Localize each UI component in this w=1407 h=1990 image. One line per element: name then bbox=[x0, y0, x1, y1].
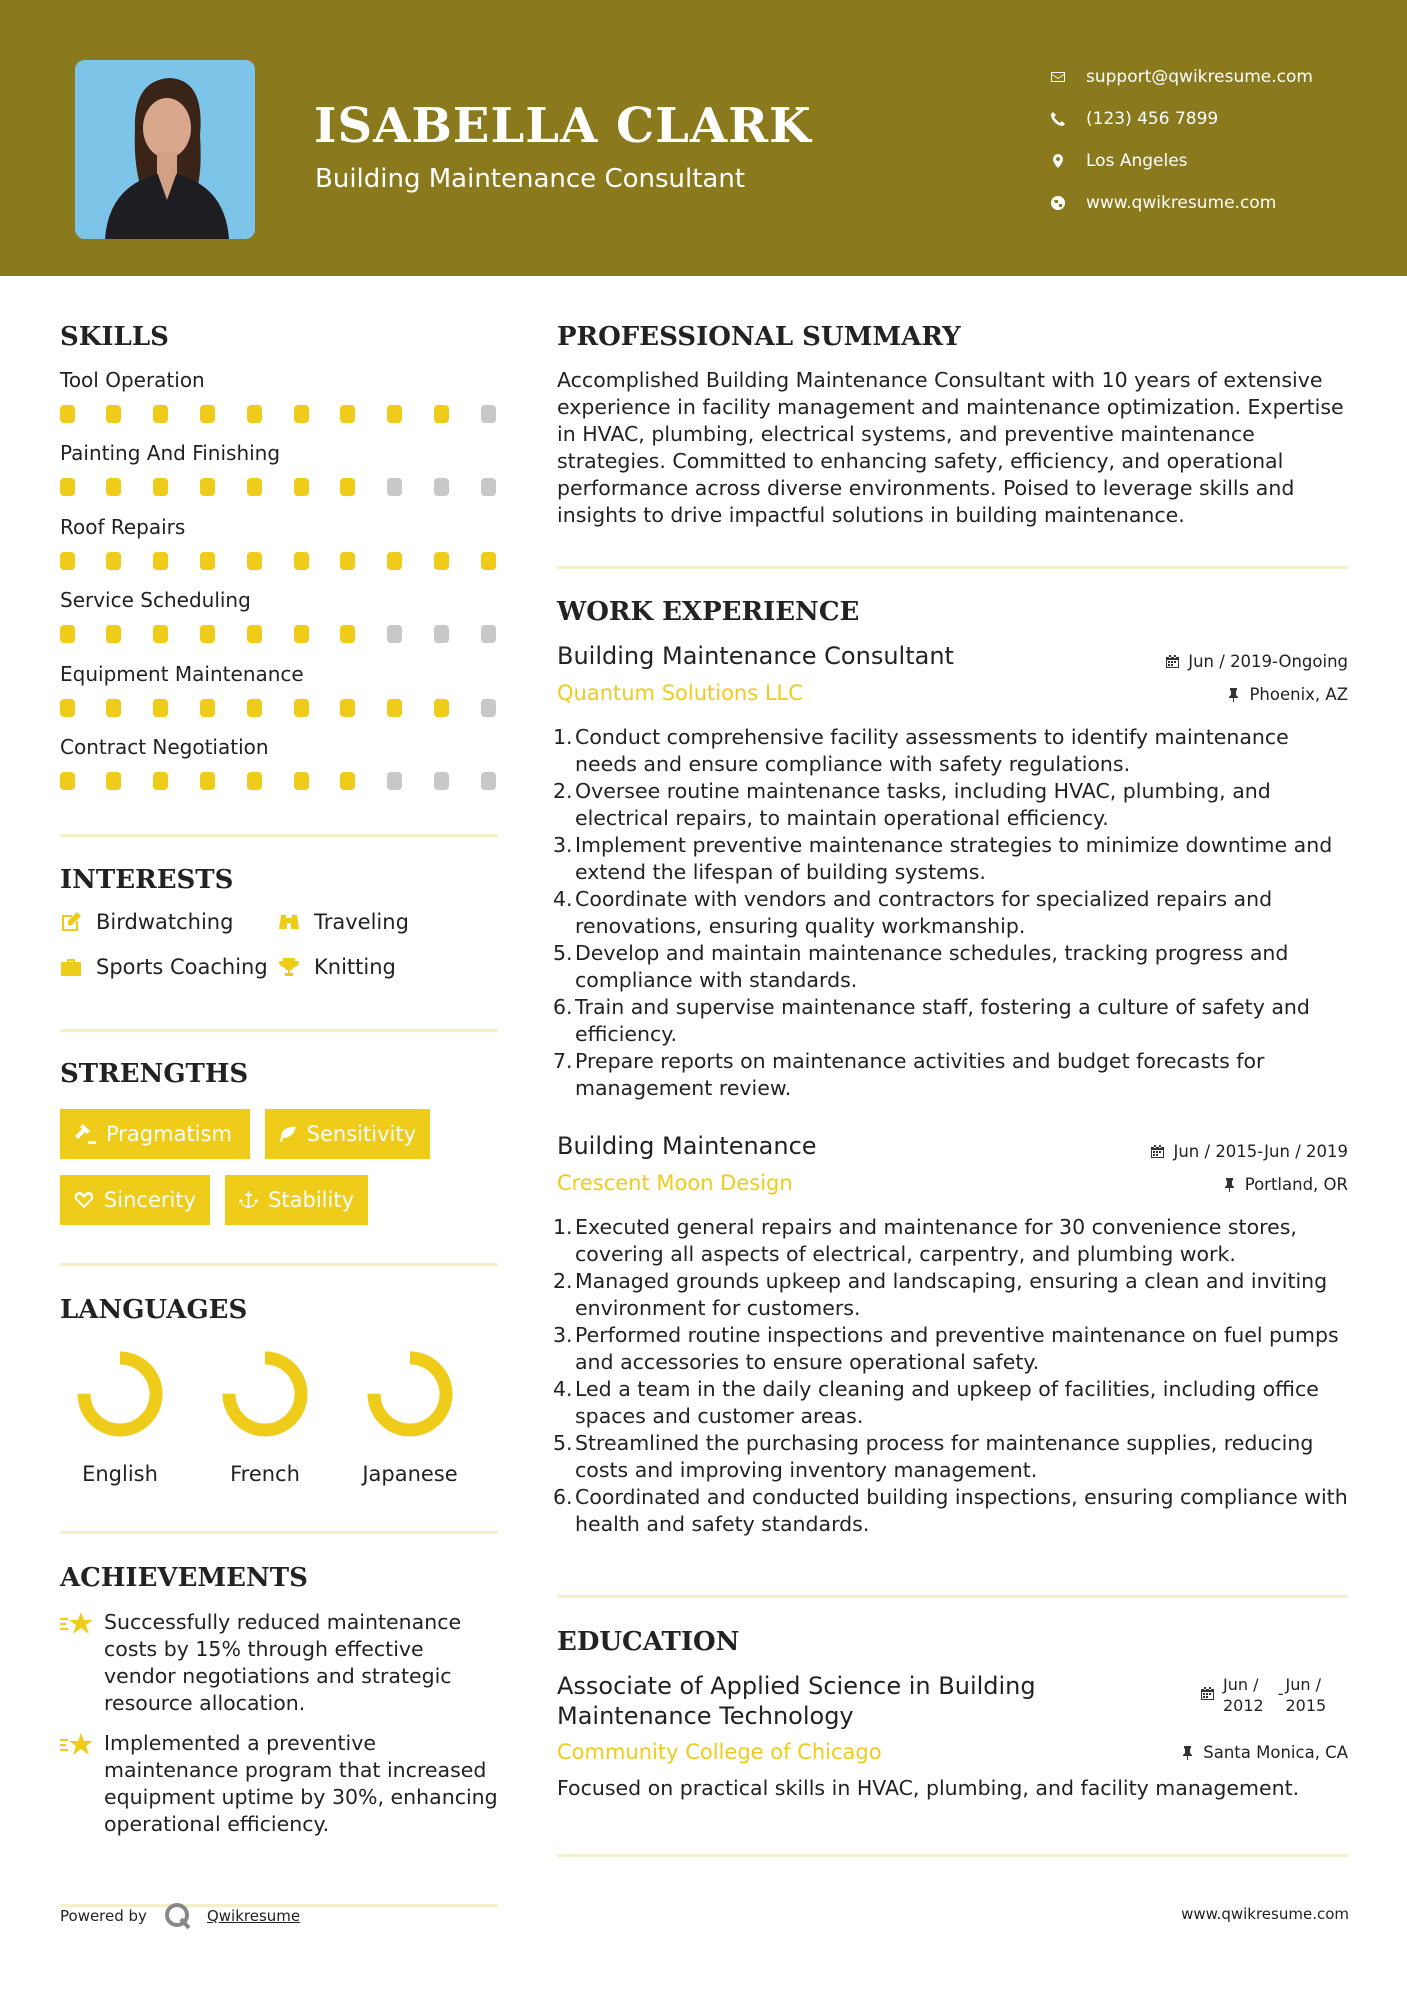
rating-dot-filled bbox=[247, 552, 262, 570]
contact-location-text: Los Angeles bbox=[1086, 151, 1188, 171]
achievements-heading: ACHIEVEMENTS bbox=[60, 1563, 308, 1593]
job-bullet bbox=[553, 1430, 1353, 1484]
skill-label: Contract Negotiation bbox=[60, 735, 269, 759]
bullet-number: 3. bbox=[553, 833, 573, 857]
rating-dot-filled bbox=[200, 552, 215, 570]
job-location-text: Portland, OR bbox=[1244, 1175, 1348, 1194]
job-bullet bbox=[553, 1048, 1353, 1102]
rating-dot-filled bbox=[200, 625, 215, 643]
rating-dot-filled bbox=[294, 478, 309, 496]
job-location bbox=[1226, 685, 1348, 704]
phone-icon bbox=[1050, 111, 1086, 127]
bullet-text: Train and supervise maintenance staff, fostering a culture of safety and efficiency. bbox=[575, 995, 1310, 1046]
skill-rating bbox=[60, 405, 498, 425]
section-divider bbox=[557, 566, 1348, 569]
education-location bbox=[1180, 1743, 1348, 1762]
degree-line-2: Maintenance Technology bbox=[557, 1702, 854, 1730]
rating-dot-filled bbox=[247, 625, 262, 643]
bullet-text: Develop and maintain maintenance schedules, tracking progress and compliance with standards. bbox=[575, 941, 1289, 992]
rating-dot-filled bbox=[294, 772, 309, 790]
header-banner bbox=[0, 0, 1407, 276]
education-heading: EDUCATION bbox=[557, 1627, 740, 1657]
section-divider bbox=[60, 1029, 498, 1032]
powered-by-label: Powered by bbox=[60, 1907, 147, 1925]
achievement-item bbox=[60, 1609, 500, 1717]
achievement-text: Successfully reduced maintenance costs by 15% through effective vendor negotiations and strategic resource allocation. bbox=[104, 1610, 462, 1715]
language-level-ring bbox=[364, 1348, 456, 1440]
globe-icon bbox=[1050, 195, 1086, 211]
bullet-text: Coordinated and conducted building inspections, ensuring compliance with health and safety standards. bbox=[575, 1485, 1348, 1536]
section-divider bbox=[60, 1263, 498, 1266]
trophy-icon bbox=[278, 956, 314, 978]
skill-label: Equipment Maintenance bbox=[60, 661, 304, 686]
language-label: English bbox=[82, 1462, 158, 1486]
job-dates bbox=[1150, 1142, 1348, 1161]
skill-rating bbox=[60, 478, 498, 498]
bullet-number: 6. bbox=[553, 995, 573, 1019]
interest-label: Sports Coaching bbox=[96, 955, 268, 979]
education-start-date bbox=[1223, 1674, 1264, 1716]
rating-dot-filled bbox=[200, 699, 215, 717]
language-level-ring bbox=[219, 1348, 311, 1440]
job-company: Crescent Moon Design bbox=[557, 1171, 793, 1195]
degree-line-1: Associate of Applied Science in Building bbox=[557, 1672, 1036, 1700]
job-bullets bbox=[553, 1214, 1353, 1538]
job-role: Building Maintenance Consultant bbox=[557, 642, 954, 670]
gavel-icon bbox=[74, 1123, 96, 1145]
rating-dot-filled bbox=[247, 478, 262, 496]
education-end-date bbox=[1286, 1674, 1327, 1716]
bullet-text: Streamlined the purchasing process for maintenance supplies, reducing costs and improving inventory management. bbox=[575, 1431, 1314, 1482]
rating-dot-filled bbox=[247, 405, 262, 423]
job-bullet bbox=[553, 1214, 1353, 1268]
rating-dot-empty bbox=[434, 772, 449, 790]
bullet-text: Conduct comprehensive facility assessments to identify maintenance needs and ensure compliance with safety regulations. bbox=[575, 725, 1289, 776]
rating-dot-filled bbox=[247, 699, 262, 717]
rating-dot-filled bbox=[60, 552, 75, 570]
rating-dot-filled bbox=[106, 625, 121, 643]
contact-phone-text: (123) 456 7899 bbox=[1086, 109, 1219, 129]
calendar-icon bbox=[1200, 1686, 1215, 1701]
strength-label: Pragmatism bbox=[106, 1122, 232, 1146]
heart-icon bbox=[74, 1189, 94, 1211]
section-divider bbox=[60, 1531, 498, 1534]
start-date-year: 2012 bbox=[1223, 1696, 1264, 1715]
strength-sincerity bbox=[60, 1175, 210, 1225]
language-item bbox=[60, 1348, 180, 1486]
star-icon bbox=[60, 1730, 104, 1838]
powered-by bbox=[60, 1901, 300, 1931]
rating-dot-filled bbox=[434, 552, 449, 570]
rating-dot-filled bbox=[153, 478, 168, 496]
language-level-arc bbox=[84, 1358, 156, 1430]
rating-dot-empty bbox=[481, 405, 496, 423]
strength-stability bbox=[225, 1175, 368, 1225]
rating-dot-filled bbox=[481, 552, 496, 570]
language-level-ring bbox=[74, 1348, 166, 1440]
pushpin-icon bbox=[1222, 1177, 1237, 1192]
job-bullets bbox=[553, 724, 1353, 1102]
star-icon bbox=[60, 1609, 104, 1717]
rating-dot-empty bbox=[387, 478, 402, 496]
rating-dot-filled bbox=[294, 625, 309, 643]
rating-dot-filled bbox=[106, 772, 121, 790]
job-bullet bbox=[553, 724, 1353, 778]
calendar-icon bbox=[1150, 1144, 1165, 1159]
experience-heading: WORK EXPERIENCE bbox=[557, 597, 860, 627]
rating-dot-filled bbox=[200, 772, 215, 790]
rating-dot-filled bbox=[60, 772, 75, 790]
rating-dot-empty bbox=[387, 772, 402, 790]
interest-birdwatching bbox=[60, 910, 233, 934]
contact-location bbox=[1050, 140, 1313, 182]
strengths-heading: STRENGTHS bbox=[60, 1059, 249, 1089]
calendar-icon bbox=[1165, 654, 1180, 669]
job-role: Building Maintenance bbox=[557, 1132, 817, 1160]
end-date-month: Jun / bbox=[1285, 1675, 1321, 1694]
rating-dot-filled bbox=[153, 699, 168, 717]
briefcase-icon bbox=[60, 956, 96, 978]
section-divider bbox=[557, 1854, 1348, 1857]
rating-dot-filled bbox=[153, 625, 168, 643]
skill-label: Tool Operation bbox=[60, 368, 205, 392]
bullet-number: 7. bbox=[553, 1049, 573, 1073]
strength-label: Sincerity bbox=[103, 1188, 196, 1212]
skills-heading: SKILLS bbox=[60, 322, 169, 352]
rating-dot-filled bbox=[387, 699, 402, 717]
strength-label: Stability bbox=[268, 1188, 354, 1212]
education-degree bbox=[557, 1671, 1036, 1731]
interest-label: Traveling bbox=[314, 910, 409, 934]
summary-heading: PROFESSIONAL SUMMARY bbox=[557, 322, 961, 352]
candidate-title: Building Maintenance Consultant bbox=[315, 164, 746, 194]
achievement-item bbox=[60, 1730, 500, 1838]
languages-heading: LANGUAGES bbox=[60, 1295, 248, 1325]
bullet-number: 5. bbox=[553, 1431, 573, 1455]
profile-photo bbox=[75, 60, 255, 239]
interest-sports-coaching bbox=[60, 955, 268, 979]
rating-dot-filled bbox=[340, 772, 355, 790]
contact-website[interactable] bbox=[1050, 182, 1313, 224]
rating-dot-filled bbox=[340, 699, 355, 717]
rating-dot-empty bbox=[387, 625, 402, 643]
language-item bbox=[350, 1348, 470, 1486]
rating-dot-filled bbox=[294, 405, 309, 423]
job-location-text: Phoenix, AZ bbox=[1249, 685, 1348, 704]
rating-dot-filled bbox=[434, 699, 449, 717]
rating-dot-empty bbox=[481, 699, 496, 717]
rating-dot-filled bbox=[60, 405, 75, 423]
education-location-text: Santa Monica, CA bbox=[1203, 1743, 1348, 1762]
contact-list bbox=[1050, 56, 1313, 224]
contact-website-text: www.qwikresume.com bbox=[1086, 193, 1277, 213]
pushpin-icon bbox=[1180, 1745, 1195, 1760]
rating-dot-filled bbox=[60, 478, 75, 496]
rating-dot-filled bbox=[340, 625, 355, 643]
rating-dot-filled bbox=[106, 699, 121, 717]
interest-knitting bbox=[278, 955, 396, 979]
interest-label: Birdwatching bbox=[96, 910, 234, 934]
job-bullet bbox=[553, 886, 1353, 940]
bullet-number: 4. bbox=[553, 1377, 573, 1401]
job-location bbox=[1222, 1175, 1348, 1194]
education-school: Community College of Chicago bbox=[557, 1740, 882, 1764]
bullet-number: 4. bbox=[553, 887, 573, 911]
rating-dot-filled bbox=[106, 405, 121, 423]
skill-rating bbox=[60, 552, 498, 572]
job-dates bbox=[1165, 652, 1348, 671]
bullet-number: 3. bbox=[553, 1323, 573, 1347]
bullet-number: 1. bbox=[553, 1215, 573, 1239]
skill-label: Painting And Finishing bbox=[60, 441, 281, 466]
job-company: Quantum Solutions LLC bbox=[557, 681, 803, 705]
job-dates-text: Jun / 2019-Ongoing bbox=[1188, 652, 1348, 671]
strength-label: Sensitivity bbox=[306, 1122, 416, 1146]
skill-label: Roof Repairs bbox=[60, 514, 186, 539]
profile-photo-illustration bbox=[75, 60, 255, 239]
skill-label: Service Scheduling bbox=[60, 588, 251, 613]
rating-dot-filled bbox=[294, 699, 309, 717]
bullet-number: 6. bbox=[553, 1485, 573, 1509]
strength-pragmatism bbox=[60, 1109, 250, 1159]
summary-text: Accomplished Building Maintenance Consultant with 10 years of extensive experience in facility management and maintenance optimization. Expertise in HVAC, plumbing, electrical systems, and preventive maintenance strategies. Committed to enhancing safety, efficiency, and operational performance across diverse environments. Poised to leverage skills and insights to drive impactful solutions in building maintenance. bbox=[557, 368, 1344, 527]
language-level-arc bbox=[229, 1358, 301, 1430]
section-divider bbox=[557, 1595, 1348, 1598]
bullet-number: 2. bbox=[553, 1269, 573, 1293]
rating-dot-filled bbox=[340, 552, 355, 570]
strength-sensitivity bbox=[265, 1109, 430, 1159]
job-bullet bbox=[553, 1376, 1353, 1430]
bullet-text: Executed general repairs and maintenance for 30 convenience stores, covering all aspects of electrical, carpentry, and plumbing work. bbox=[575, 1215, 1297, 1266]
rating-dot-empty bbox=[481, 478, 496, 496]
rating-dot-empty bbox=[481, 772, 496, 790]
rating-dot-filled bbox=[247, 772, 262, 790]
bullet-text: Prepare reports on maintenance activities and budget forecasts for management review. bbox=[575, 1049, 1265, 1100]
map-pin-icon bbox=[1050, 153, 1086, 169]
language-label: Japanese bbox=[362, 1462, 458, 1486]
rating-dot-filled bbox=[153, 405, 168, 423]
skill-rating bbox=[60, 625, 498, 645]
rating-dot-filled bbox=[106, 478, 121, 496]
interests-heading: INTERESTS bbox=[60, 865, 234, 895]
bullet-text: Coordinate with vendors and contractors for specialized repairs and renovations, ensuring quality workmanship. bbox=[575, 887, 1273, 938]
contact-email[interactable] bbox=[1050, 56, 1313, 98]
rating-dot-filled bbox=[106, 552, 121, 570]
bullet-number: 2. bbox=[553, 779, 573, 803]
rating-dot-filled bbox=[60, 699, 75, 717]
rating-dot-filled bbox=[340, 405, 355, 423]
rating-dot-filled bbox=[60, 625, 75, 643]
bullet-text: Led a team in the daily cleaning and upkeep of facilities, including office spaces and customer areas. bbox=[575, 1377, 1319, 1428]
education-dates bbox=[1200, 1674, 1326, 1716]
pencil-square-icon bbox=[60, 911, 96, 933]
bullet-number: 5. bbox=[553, 941, 573, 965]
rating-dot-filled bbox=[434, 405, 449, 423]
job-bullet bbox=[553, 1322, 1353, 1376]
rating-dot-empty bbox=[481, 625, 496, 643]
footer-website[interactable]: www.qwikresume.com bbox=[1181, 1905, 1349, 1923]
job-dates-text: Jun / 2015-Jun / 2019 bbox=[1173, 1142, 1348, 1161]
rating-dot-filled bbox=[294, 552, 309, 570]
rating-dot-filled bbox=[340, 478, 355, 496]
section-divider bbox=[60, 834, 498, 837]
bullet-text: Performed routine inspections and preventive maintenance on fuel pumps and accessories to ensure operational safety. bbox=[575, 1323, 1339, 1374]
end-date-year: 2015 bbox=[1285, 1696, 1327, 1715]
contact-email-text: support@qwikresume.com bbox=[1086, 67, 1313, 87]
language-item bbox=[205, 1348, 325, 1486]
contact-phone[interactable] bbox=[1050, 98, 1313, 140]
rating-dot-empty bbox=[434, 625, 449, 643]
language-level-arc bbox=[374, 1358, 446, 1430]
leaf-icon bbox=[279, 1123, 297, 1145]
interest-traveling bbox=[278, 910, 409, 934]
education-description: Focused on practical skills in HVAC, plumbing, and facility management. bbox=[557, 1776, 1300, 1800]
job-bullet bbox=[553, 1484, 1353, 1538]
anchor-icon bbox=[239, 1189, 258, 1211]
bullet-text: Implement preventive maintenance strategies to minimize downtime and extend the lifespan of building systems. bbox=[575, 833, 1333, 884]
rating-dot-empty bbox=[434, 478, 449, 496]
qwikresume-logo-icon bbox=[163, 1901, 193, 1931]
rating-dot-filled bbox=[200, 478, 215, 496]
start-date-month: Jun / bbox=[1223, 1675, 1259, 1694]
job-bullet bbox=[553, 940, 1353, 994]
pushpin-icon bbox=[1226, 687, 1241, 702]
job-bullet bbox=[553, 1268, 1353, 1322]
interest-label: Knitting bbox=[314, 955, 396, 979]
rating-dot-filled bbox=[200, 405, 215, 423]
skill-rating bbox=[60, 772, 498, 792]
language-label: French bbox=[230, 1462, 300, 1486]
job-bullet bbox=[553, 778, 1353, 832]
rating-dot-filled bbox=[387, 405, 402, 423]
bullet-number: 1. bbox=[553, 725, 573, 749]
envelope-icon bbox=[1050, 69, 1086, 85]
rating-dot-filled bbox=[387, 552, 402, 570]
qwikresume-link[interactable]: Qwikresume bbox=[206, 1907, 301, 1925]
bullet-text: Managed grounds upkeep and landscaping, ensuring a clean and inviting environment for customers. bbox=[575, 1269, 1328, 1320]
rating-dot-filled bbox=[153, 552, 168, 570]
binoculars-icon bbox=[278, 911, 314, 933]
candidate-name: ISABELLA CLARK bbox=[314, 98, 812, 154]
rating-dot-filled bbox=[153, 772, 168, 790]
date-separator: - bbox=[1277, 1684, 1284, 1703]
job-bullet bbox=[553, 994, 1353, 1048]
skill-rating bbox=[60, 699, 498, 719]
job-bullet bbox=[553, 832, 1353, 886]
bullet-text: Oversee routine maintenance tasks, including HVAC, plumbing, and electrical repairs, to maintain operational efficiency. bbox=[575, 779, 1271, 830]
achievement-text: Implemented a preventive maintenance program that increased equipment uptime by 30%, enhancing operational efficiency. bbox=[104, 1731, 498, 1836]
